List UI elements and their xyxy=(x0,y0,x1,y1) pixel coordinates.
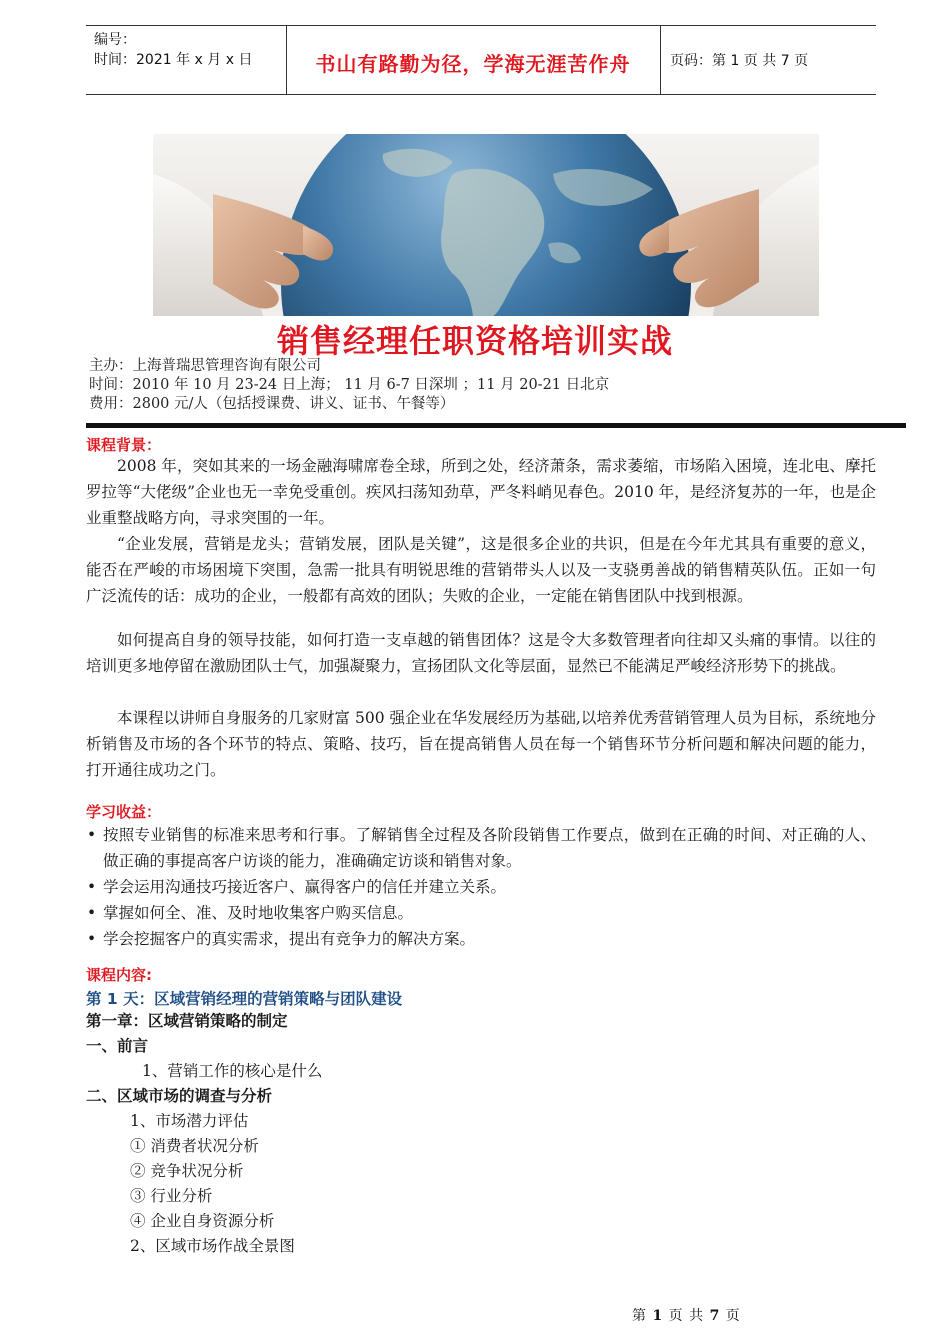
footer-prefix: 第 xyxy=(632,1308,647,1324)
document-title: 销售经理任职资格培训实战 xyxy=(276,322,673,360)
footer-suffix: 页 xyxy=(725,1308,741,1324)
header-time-label: 时间：2021 年 x 月 x 日 xyxy=(94,52,253,68)
list-item: • 学会运用沟通技巧接近客户、赢得客户的信任并建立关系。 xyxy=(86,874,876,900)
outline-item: 1、营销工作的核心是什么 xyxy=(142,1062,323,1080)
globe-hands-banner xyxy=(153,134,819,316)
background-paragraph: 如何提高自身的领导技能，如何打造一支卓越的销售团体？这是令大多数管理者向往却又头痛的事情。以往的培训更多地停留在激励团队士气，加强凝聚力，宣扬团队文化等层面，显然已不能满足严峻经济形势下的挑战。 xyxy=(86,631,876,675)
footer-page-number: 1 xyxy=(652,1308,664,1324)
meta-organizer: 主办：上海普瑞思管理咨询有限公司 xyxy=(89,358,321,374)
footer-total-pages: 7 xyxy=(709,1308,721,1324)
course-meta xyxy=(89,357,609,414)
day1-heading: 第 1 天：区域营销经理的营销策略与团队建设 xyxy=(86,990,403,1008)
list-item: • 掌握如何全、准、及时地收集客户购买信息。 xyxy=(86,900,876,926)
header-page-label: 页码：第 1 页 共 7 页 xyxy=(670,53,809,69)
header-info xyxy=(94,30,252,70)
globe-hands-illustration xyxy=(153,134,819,316)
page-footer xyxy=(632,1305,741,1325)
list-item: • 学会挖掘客户的真实需求，提出有竞争力的解决方案。 xyxy=(86,926,876,952)
outline-subitem: ③ 行业分析 xyxy=(130,1187,213,1205)
header-motto: 书山有路勤为径，学海无涯苦作舟 xyxy=(315,52,631,76)
footer-mid: 页 共 xyxy=(668,1308,705,1324)
background-paragraph: “企业发展，营销是龙头；营销发展，团队是关键”，这是很多企业的共识，但是在今年尤其具有重要的意义，能否在严峻的市场困境下突围，急需一批具有明锐思维的营销带头人以及一支骁勇善战的销售精英队伍。正如一句广泛流传的话：成功的企业，一般都有高效的团队；失败的企业，一定能在销售团队中找到根源。 xyxy=(86,535,876,605)
outline-section: 一、前言 xyxy=(86,1037,149,1055)
course-outline xyxy=(86,1009,876,1259)
content-heading: 课程内容: xyxy=(86,966,152,984)
header-divider xyxy=(660,26,661,94)
outline-item: 2、区域市场作战全景图 xyxy=(130,1237,295,1255)
outline-item: 1、市场潜力评估 xyxy=(130,1112,249,1130)
outline-section: 二、区域市场的调查与分析 xyxy=(86,1087,273,1105)
page-header xyxy=(86,25,876,95)
background-heading: 课程背景： xyxy=(86,436,162,454)
section-divider xyxy=(86,423,906,428)
benefits-heading: 学习收益： xyxy=(86,803,162,821)
meta-schedule: 时间：2010 年 10 月 23-24 日上海； 11 月 6-7 日深圳 ；11 月 20-21 日北京 xyxy=(89,377,610,393)
outline-subitem: ① 消费者状况分析 xyxy=(130,1137,259,1155)
benefits-list xyxy=(86,822,876,952)
header-code-label: 编号： xyxy=(94,32,136,48)
list-item: • 按照专业销售的标准来思考和行事。了解销售全过程及各阶段销售工作要点，做到在正确的时间、对正确的人、做正确的事提高客户访谈的能力，准确确定访谈和销售对象。 xyxy=(86,822,876,874)
outline-subitem: ② 竞争状况分析 xyxy=(130,1162,244,1180)
meta-fee: 费用：2800 元/人（包括授课费、讲义、证书、午餐等） xyxy=(89,396,455,412)
background-paragraph: 本课程以讲师自身服务的几家财富 500 强企业在华发展经历为基础,以培养优秀营销管理人员为目标，系统地分析销售及市场的各个环节的特点、策略、技巧，旨在提高销售人员在每一个销售环节分析问题和解决问题的能力，打开通往成功之门。 xyxy=(86,709,876,779)
background-paragraph: 2008 年，突如其来的一场金融海啸席卷全球，所到之处，经济萧条，需求萎缩，市场陷入困境，连北电、摩托罗拉等“大佬级”企业也无一幸免受重创。疾风扫荡知劲草，严冬料峭见春色。2010 年，是经济复苏的一年，也是企业重整战略方向，寻求突围的一年。 xyxy=(86,457,876,527)
chapter-heading: 第一章：区域营销策略的制定 xyxy=(86,1012,288,1030)
outline-subitem: ④ 企业自身资源分析 xyxy=(130,1212,275,1230)
